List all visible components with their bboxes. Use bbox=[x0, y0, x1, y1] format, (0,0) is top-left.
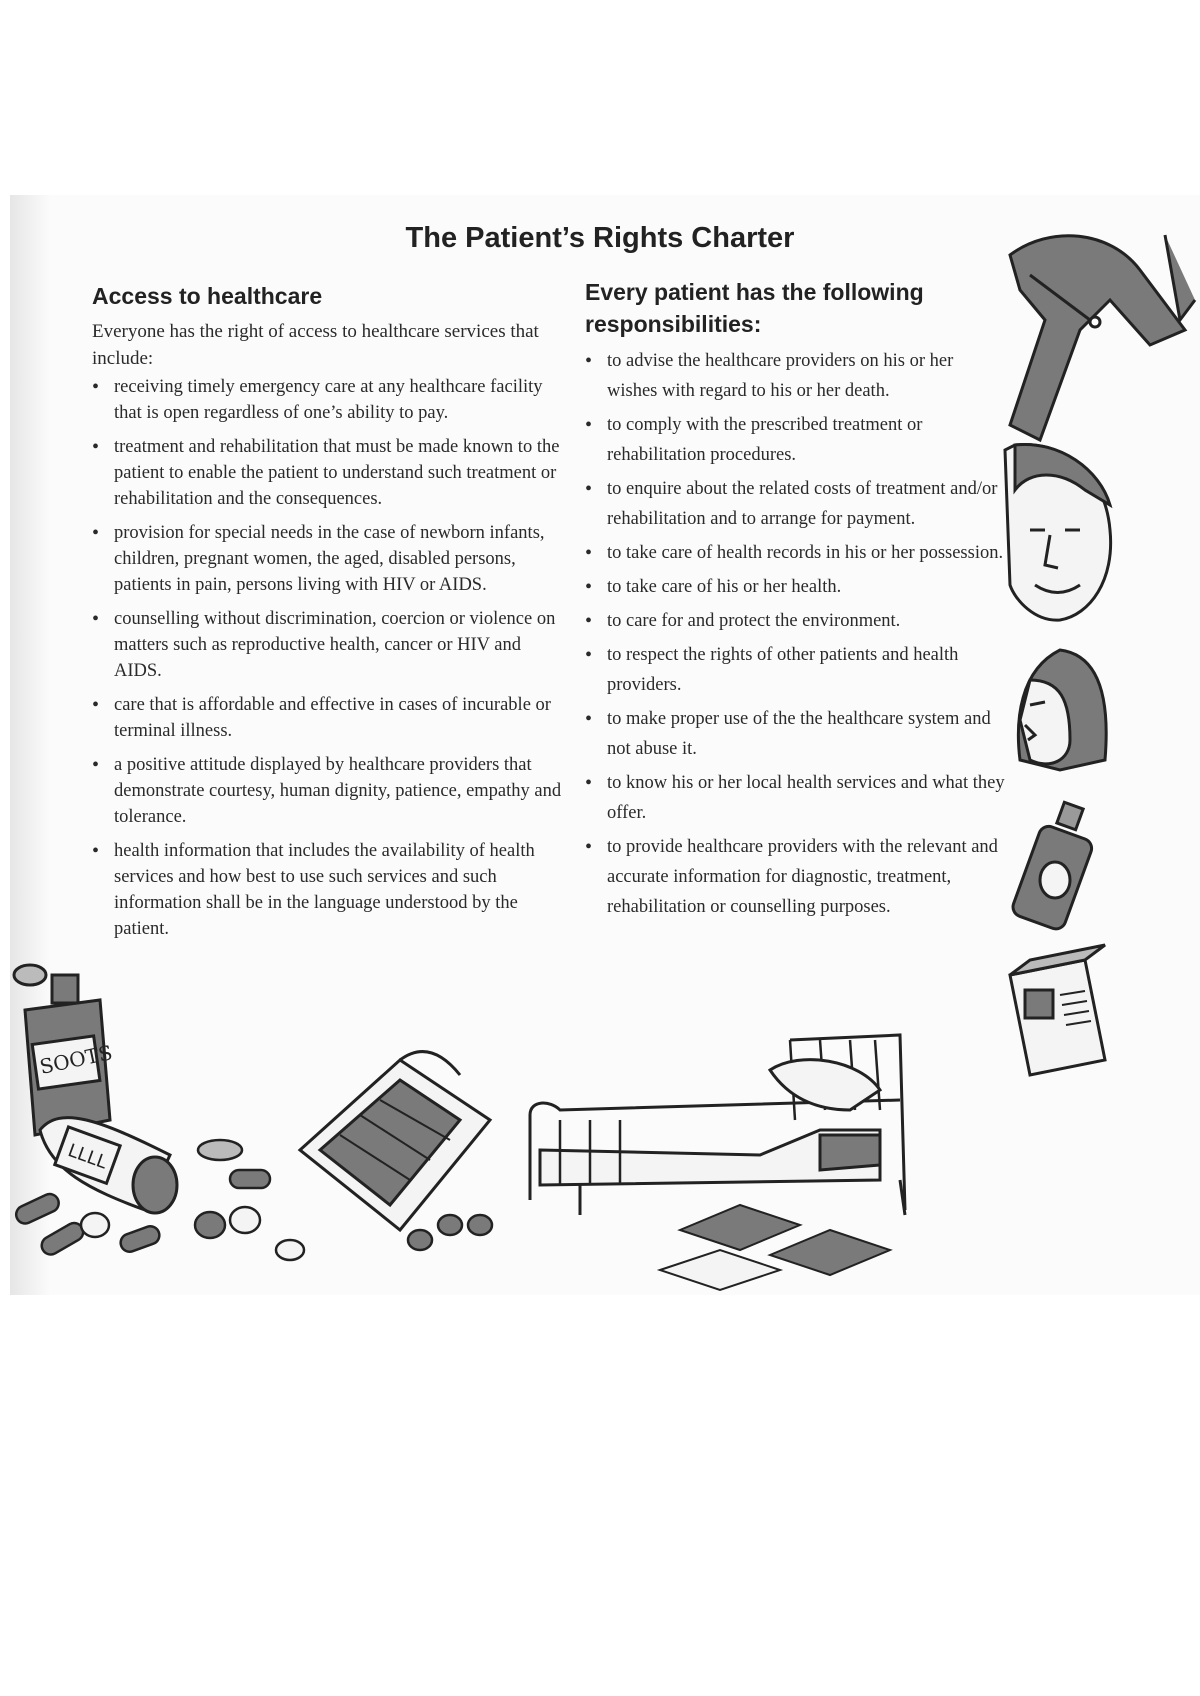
chart-document-icon bbox=[300, 1052, 490, 1230]
tall-bottle-icon bbox=[14, 965, 114, 1135]
list-item: • to enquire about the related costs of treatment and/or rehabilitation and to arrange for payment. bbox=[585, 474, 1005, 534]
list-item: • care that is affordable and effective in cases of incurable or terminal illness. bbox=[92, 692, 567, 744]
floor-tiles-icon bbox=[660, 1205, 890, 1290]
responsibilities-heading: Every patient has the following responsibilities: bbox=[585, 279, 924, 337]
man-face-icon bbox=[1005, 444, 1111, 620]
list-item: • receiving timely emergency care at any healthcare facility that is open regardless of one’s ability to pay. bbox=[92, 374, 567, 426]
pill-box-icon bbox=[1010, 945, 1105, 1075]
list-item: • provision for special needs in the case of newborn infants, children, pregnant women, the aged, disabled persons, patients in pain, persons living with HIV or AIDS. bbox=[92, 520, 567, 598]
list-item: • to provide healthcare providers with the relevant and accurate information for diagnostic, treatment, rehabilitation or counselling purposes. bbox=[585, 832, 1005, 922]
ribbon-icon bbox=[1010, 235, 1195, 440]
page-title: The Patient’s Rights Charter bbox=[405, 222, 795, 254]
pill-bottle-icon bbox=[40, 1118, 177, 1213]
list-item: • to know his or her local health services and what they offer. bbox=[585, 768, 1005, 828]
medicine-bottle-icon bbox=[1010, 802, 1094, 931]
list-item: • to make proper use of the the healthcare system and not abuse it. bbox=[585, 704, 1005, 764]
list-item: • to respect the rights of other patients and health providers. bbox=[585, 640, 1005, 700]
list-item: • to take care of his or her health. bbox=[585, 572, 1005, 602]
hospital-bed-icon bbox=[530, 1035, 905, 1215]
access-intro: Everyone has the right of access to healthcare services that include: bbox=[92, 321, 539, 369]
list-item: • to comply with the prescribed treatment or rehabilitation procedures. bbox=[585, 410, 1005, 470]
woman-face-icon bbox=[1018, 650, 1106, 770]
list-item: • to take care of health records in his or her possession. bbox=[585, 538, 1005, 568]
list-item: • a positive attitude displayed by healthcare providers that demonstrate courtesy, human dignity, patience, empathy and tolerance. bbox=[92, 752, 567, 830]
list-item: • counselling without discrimination, coercion or violence on matters such as reproductive health, cancer or HIV and AIDS. bbox=[92, 606, 567, 684]
list-item: • to advise the healthcare providers on his or her wishes with regard to his or her death. bbox=[585, 346, 1005, 406]
list-item: • treatment and rehabilitation that must be made known to the patient to enable the patient to understand such treatment or rehabilitation and the consequences. bbox=[92, 434, 567, 512]
bottle-label: SOOTS bbox=[37, 1040, 115, 1079]
pill-bottle-label: LLLL bbox=[65, 1140, 110, 1174]
list-item: • to care for and protect the environment. bbox=[585, 606, 1005, 636]
list-item: • health information that includes the availability of health services and how best to use such services and such information shall be in the language understood by the patient. bbox=[92, 838, 567, 942]
access-heading: Access to healthcare bbox=[92, 283, 323, 309]
